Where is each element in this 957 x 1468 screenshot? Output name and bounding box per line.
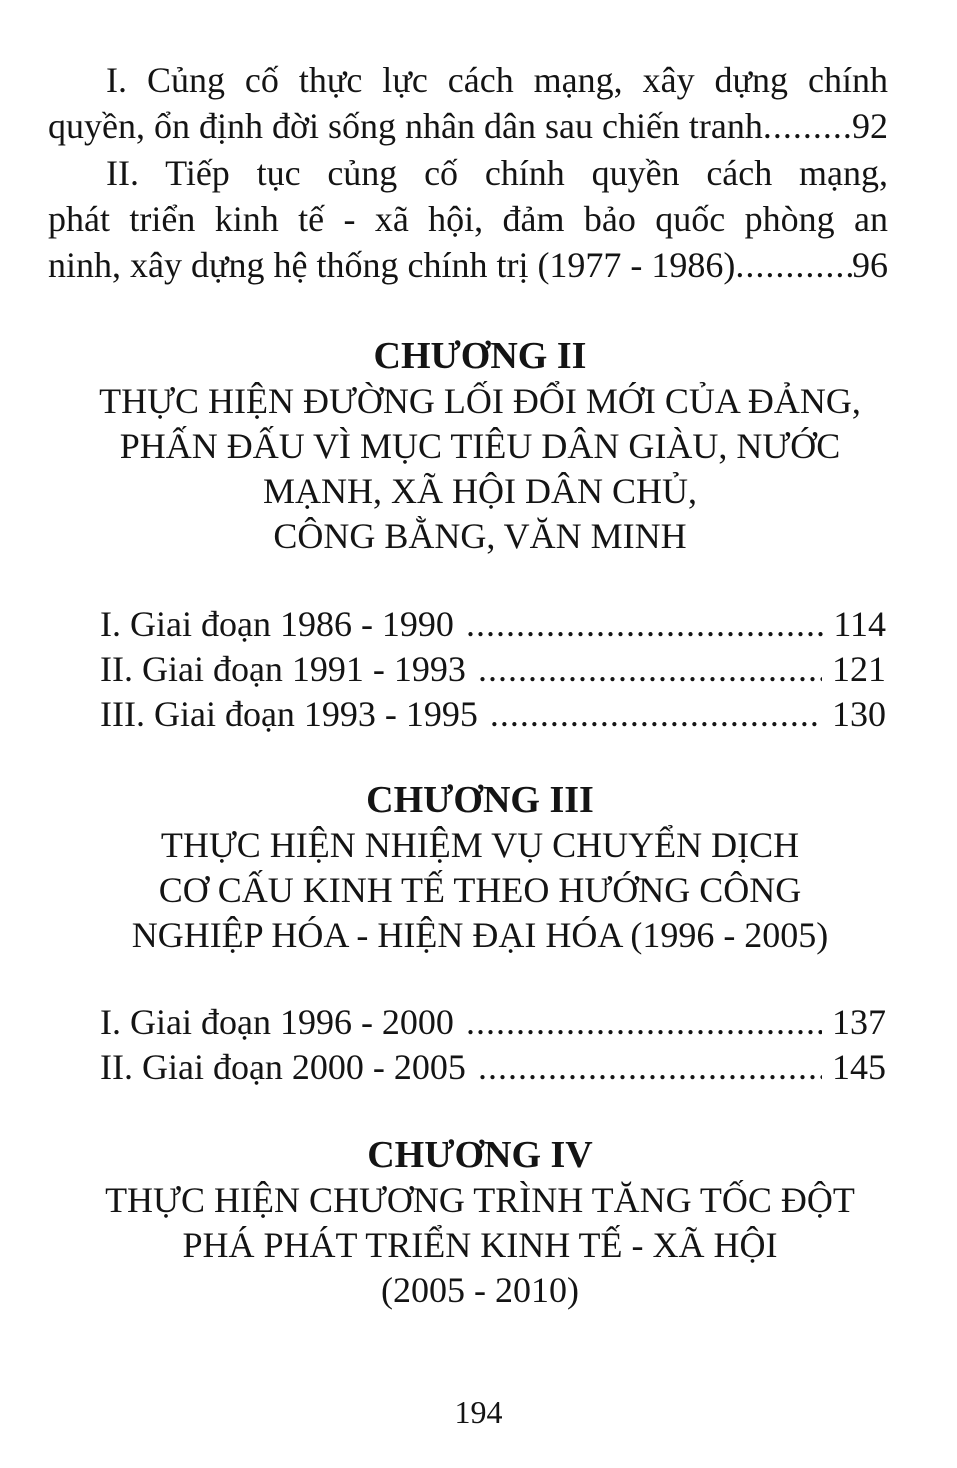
page-number: 194 <box>454 1394 503 1430</box>
toc-intro-item-2-line-3: ninh, xây dựng hệ thống chính trị (1977 - 1986) <box>48 245 736 285</box>
toc-entry-label: III. Giai đoạn 1993 - 1995 <box>100 694 478 734</box>
toc-intro-item-1-line-1: I. Củng cố thực lực cách mạng, xây dựng chính <box>106 60 888 100</box>
toc-intro-item-1-line-2: quyền, ổn định đời sống nhân dân sau chiến tranh <box>48 106 763 146</box>
toc-intro-item-1-page: 92 <box>852 106 888 146</box>
chapter-3-label: CHƯƠNG III <box>366 779 594 821</box>
chapter-4-title: THỰC HIỆN CHƯƠNG TRÌNH TĂNG TỐC ĐỘT PHÁ PHÁT TRIỂN KINH TẾ - XÃ HỘI (2005 - 2010) <box>105 1180 855 1310</box>
chapter-2-label: CHƯƠNG II <box>373 335 587 377</box>
toc-intro-item-2-last-line <box>48 242 888 288</box>
chapter-4-heading <box>40 1132 920 1313</box>
toc-entry <box>100 1000 886 1045</box>
toc-entry-page: 121 <box>832 649 886 689</box>
toc-leader-dots <box>466 1000 822 1045</box>
toc-leader-dots <box>735 242 852 288</box>
toc-intro-item-2 <box>48 150 888 288</box>
toc-entry-page: 114 <box>833 604 886 644</box>
toc-entry-page: 130 <box>832 694 886 734</box>
toc-entry-label: II. Giai đoạn 1991 - 1993 <box>100 649 466 689</box>
chapter-2-entries <box>100 602 886 737</box>
toc-entry-label: II. Giai đoạn 2000 - 2005 <box>100 1047 466 1087</box>
toc-leader-dots <box>490 692 822 737</box>
toc-entry-label: I. Giai đoạn 1986 - 1990 <box>100 604 454 644</box>
toc-leader-dots <box>478 647 822 692</box>
toc-entry-page: 137 <box>832 1002 886 1042</box>
chapter-4-label: CHƯƠNG IV <box>367 1134 593 1176</box>
toc-entry <box>100 647 886 692</box>
toc-entry <box>100 1045 886 1090</box>
toc-intro-item-2-line-1: II. Tiếp tục củng cố chính quyền cách mạng, <box>106 153 888 193</box>
chapter-3-entries <box>100 1000 886 1090</box>
toc-entry <box>100 602 886 647</box>
toc-leader-dots <box>763 103 852 149</box>
toc-intro-item-2-page: 96 <box>852 245 888 285</box>
toc-entry <box>100 692 886 737</box>
toc-intro-item-2-line-2: phát triển kinh tế - xã hội, đảm bảo quốc phòng an <box>48 199 888 239</box>
chapter-2-heading <box>40 333 920 559</box>
toc-leader-dots <box>466 602 823 647</box>
toc-entry-label: I. Giai đoạn 1996 - 2000 <box>100 1002 454 1042</box>
toc-intro-item-1-last-line <box>48 103 888 149</box>
chapter-2-title: THỰC HIỆN ĐƯỜNG LỐI ĐỔI MỚI CỦA ĐẢNG, PHẤN ĐẤU VÌ MỤC TIÊU DÂN GIÀU, NƯỚC MẠNH, XÃ HỘI DÂN CHỦ, CÔNG BẰNG, VĂN MINH <box>99 381 861 556</box>
toc-intro-item-1 <box>48 57 888 149</box>
toc-entry-page: 145 <box>832 1047 886 1087</box>
chapter-3-heading <box>40 777 920 958</box>
toc-leader-dots <box>478 1045 822 1090</box>
chapter-3-title: THỰC HIỆN NHIỆM VỤ CHUYỂN DỊCH CƠ CẤU KINH TẾ THEO HƯỚNG CÔNG NGHIỆP HÓA - HIỆN ĐẠI HÓA (1996 - 2005) <box>131 825 829 955</box>
